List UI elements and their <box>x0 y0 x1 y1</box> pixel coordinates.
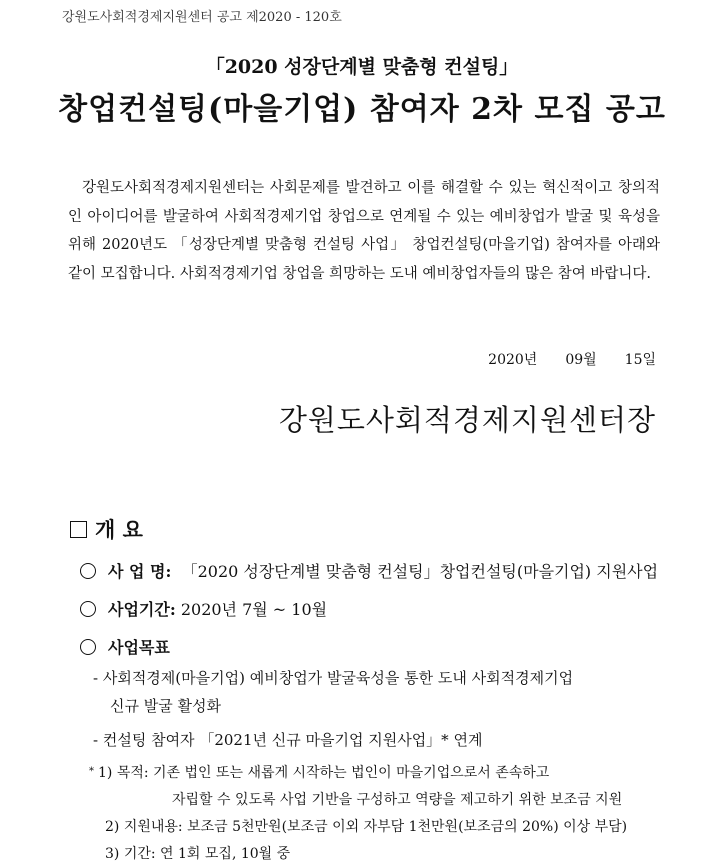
intro-text: 강원도사회적경제지원센터는 사회문제를 발견하고 이를 해결할 수 있는 혁신적이고 창의적인 아이디어를 발굴하여 사회적경제기업 창업으로 연계될 수 있는 예비창업가 발굴 및 육성을 위해 2020년도 「성장단계별 맞춤형 컨설팅 사업」 창업컨설팅(마을기업) 참여자를 아래와 같이 모집합니다. 사회적경제기업 창업을 희망하는 도내 예비창업자들의 많은 참여 바랍니다. <box>68 180 660 282</box>
issuer-signature: 강원도사회적경제지원센터장 <box>278 403 656 437</box>
section-heading-text: 개 요 <box>95 517 143 542</box>
note-period: 3) 기간: 연 1회 모집, 10월 중 <box>105 846 291 862</box>
announcement-date <box>488 349 656 369</box>
circle-bullet-icon <box>80 601 96 617</box>
business-name-item <box>80 559 658 582</box>
note-support: 2) 지원내용: 보조금 5천만원(보조금 이외 자부담 1천만원(보조금의 20%) 이상 부담) <box>105 819 628 835</box>
intro-paragraph <box>68 174 660 288</box>
goal-line-1-cont: 신규 발굴 활성화 <box>110 697 221 715</box>
notice-number: 강원도사회적경제지원센터 공고 제2020 - 120호 <box>62 10 342 25</box>
section-overview-heading <box>70 514 143 544</box>
circle-bullet-icon <box>80 639 96 655</box>
page-title: 창업컨설팅(마을기업) 참여자 2차 모집 공고 <box>58 92 666 127</box>
goal-item <box>80 635 170 658</box>
asterisk-marker: * <box>89 766 94 777</box>
business-name-label: 사 업 명: <box>108 562 172 581</box>
date-year: 2020년 <box>488 352 538 368</box>
period-item <box>80 597 327 620</box>
period-label: 사업기간: <box>108 600 176 619</box>
subtitle: 「2020 성장단계별 맞춤형 컨설팅」 <box>205 56 519 78</box>
note-purpose-cont: 자립할 수 있도록 사업 기반을 구성하고 역량을 제고하기 위한 보조금 지원 <box>172 792 623 808</box>
period-value: 2020년 7월 ~ 10월 <box>180 600 328 619</box>
note-purpose <box>89 762 549 782</box>
date-month: 09월 <box>565 352 597 368</box>
goal-line-1: - 사회적경제(마을기업) 예비창업가 발굴육성을 통한 도내 사회적경제기업 <box>93 669 574 687</box>
goal-label: 사업목표 <box>108 638 170 657</box>
note-purpose-text: 1) 목적: 기존 법인 또는 새롭게 시작하는 법인이 마을기업으로서 존속하고 <box>98 765 550 781</box>
date-day: 15일 <box>624 352 656 368</box>
square-bullet-icon <box>70 521 87 538</box>
business-name-value: 「2020 성장단계별 맞춤형 컨설팅」창업컨설팅(마을기업) 지원사업 <box>181 562 659 581</box>
circle-bullet-icon <box>80 563 96 579</box>
goal-line-2: - 컨설팅 참여자 「2021년 신규 마을기업 지원사업」* 연계 <box>93 731 483 749</box>
